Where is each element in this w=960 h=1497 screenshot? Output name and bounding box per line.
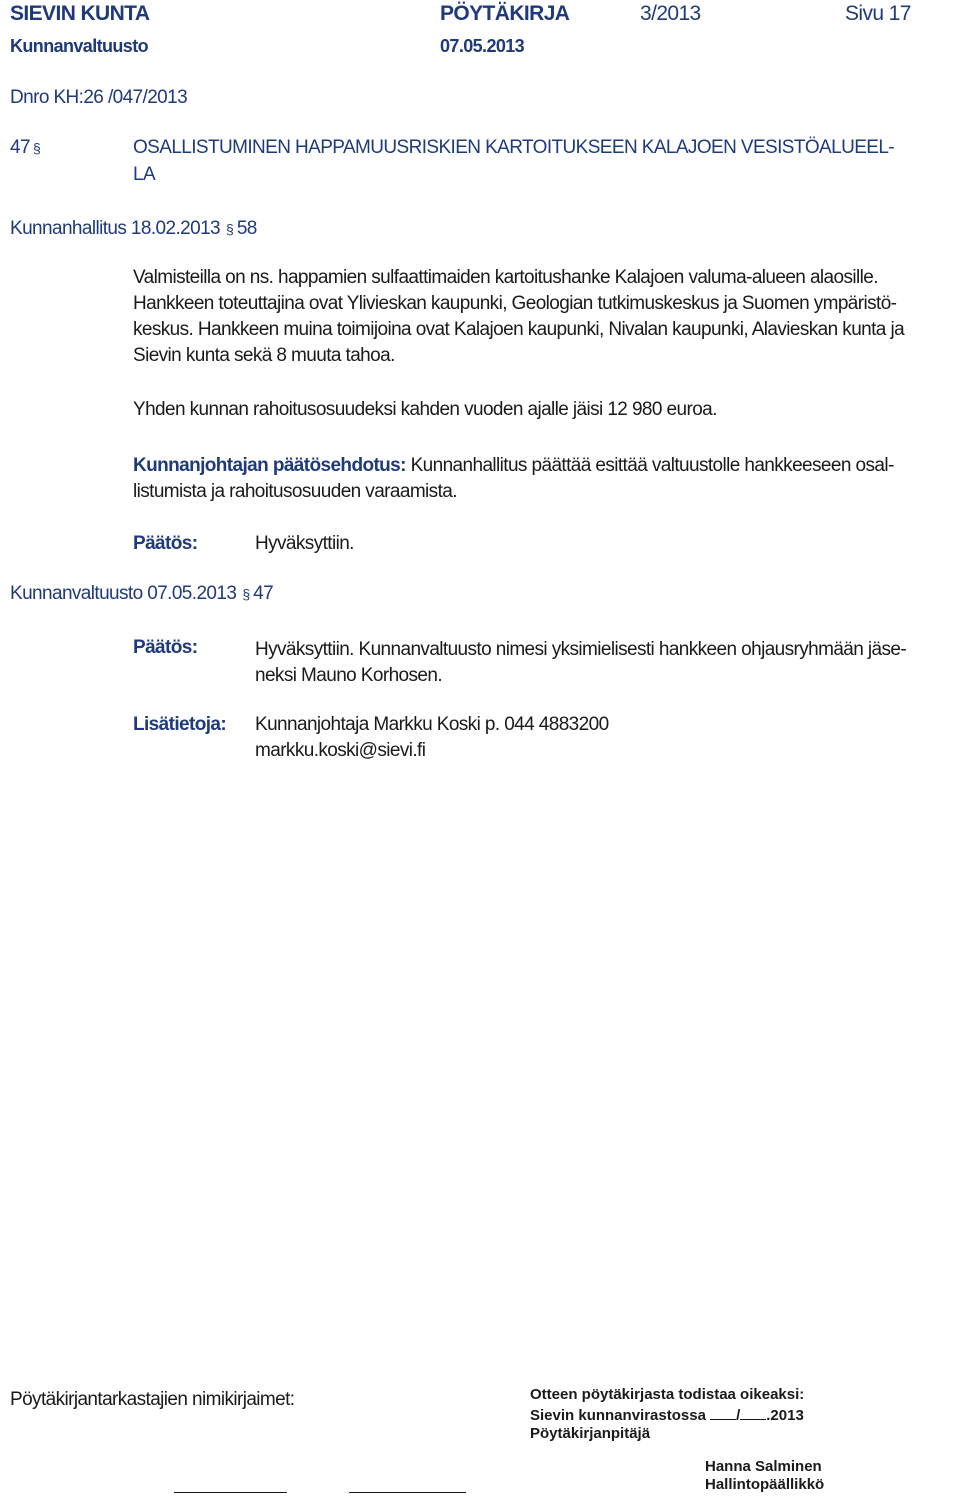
certified-place-date (530, 1405, 804, 1424)
board-reference-number: 58 (236, 218, 257, 239)
secretary-name: Hanna Salminen (705, 1458, 822, 1475)
section-sign: § (32, 140, 41, 156)
meeting-date: 07.05.2013 (440, 36, 525, 56)
proposal (133, 453, 948, 505)
certified-place: Sievin kunnanvirastossa (530, 1407, 706, 1424)
info-label: Lisätietoja: (133, 714, 227, 735)
certified-year: .2013 (766, 1407, 804, 1424)
meeting-body: Kunnanvaltuusto (10, 36, 148, 56)
council-reference-number: 47 (253, 583, 274, 604)
council-decision-label: Päätös: (133, 637, 198, 658)
signature-line-1[interactable] (174, 1492, 287, 1493)
secretary-role: Pöytäkirjanpitäjä (530, 1425, 651, 1442)
paragraph-1: Valmisteilla on ns. happamien sulfaattimaiden kartoitushanke Kalajoen valuma-alueen alaosille. Hankkeen toteuttajina ovat Ylivieskan kaupunki, Geologian tutkimuskeskus ja Suomen ympäristö-keskus. Hankkeen muina toimijoina ovat Kalajoen kaupunki, Nivalan kaupunki, Alavieskan kunta ja Sievin kunta sekä 8 muuta tahoa. (133, 267, 905, 366)
dnro: Dnro KH:26 /047/2013 (10, 87, 188, 108)
signatures-label: Pöytäkirjantarkastajien nimikirjaimet: (10, 1389, 295, 1410)
day-blank[interactable] (710, 1405, 736, 1420)
section-sign: § (242, 586, 251, 602)
proposal-label: Kunnanjohtajan päätösehdotus: (133, 455, 406, 476)
date-separator: / (736, 1407, 741, 1424)
item-number-line (10, 137, 44, 159)
doc-number: 3/2013 (640, 2, 701, 25)
item-title-line1: OSALLISTUMINEN HAPPAMUUSRISKIEN KARTOITUKSEEN KALAJOEN VESISTÖALUEEL- (133, 137, 895, 158)
decision-label: Päätös: (133, 533, 198, 554)
doc-type: PÖYTÄKIRJA (440, 2, 570, 25)
org-name: SIEVIN KUNTA (10, 2, 150, 25)
page-number: Sivu 17 (845, 2, 911, 25)
section-sign: § (226, 221, 234, 237)
council-reference-text: Kunnanvaltuusto 07.05.2013 (10, 583, 237, 604)
month-blank[interactable] (740, 1405, 766, 1420)
info-contact: Kunnanjohtaja Markku Koski p. 044 4883200 (255, 714, 609, 735)
signature-line-2[interactable] (349, 1492, 466, 1493)
board-reference (10, 218, 257, 240)
item-title-line2: LA (133, 164, 156, 185)
certified-label: Otteen pöytäkirjasta todistaa oikeaksi: (530, 1386, 805, 1403)
council-decision-text: Hyväksyttiin. Kunnanvaltuusto nimesi yksimielisesti hankkeen ohjausryhmään jäse-neksi Mauno Korhosen. (255, 639, 907, 686)
proposal-text: Kunnanhallitus päättää esittää valtuustolle hankkeeseen osal-listumista ja rahoitusosuuden varaamista. (133, 455, 894, 502)
secretary-title: Hallintopäällikkö (705, 1476, 825, 1493)
paragraph-2: Yhden kunnan rahoitusosuudeksi kahden vuoden ajalle jäisi 12 980 euroa. (133, 399, 717, 420)
item-number: 47 (10, 137, 30, 158)
decision-text: Hyväksyttiin. (255, 533, 354, 554)
council-reference (10, 583, 273, 605)
info-email[interactable]: markku.koski@sievi.fi (255, 740, 426, 761)
board-reference-text: Kunnanhallitus 18.02.2013 (10, 218, 221, 239)
